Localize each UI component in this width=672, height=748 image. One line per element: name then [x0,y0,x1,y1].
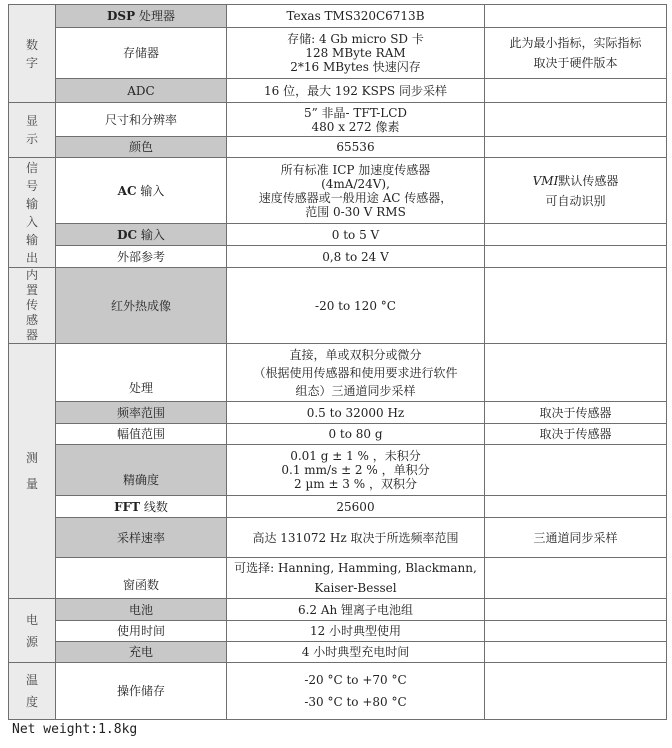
note-storage [485,28,667,79]
note-line: 可自动识别 [545,193,606,208]
table-row [9,158,667,224]
note-ext [485,246,667,268]
category-char: 输 [25,196,38,211]
value-freq: 0.5 to 32000 Hz [227,402,485,424]
item-label: 线数 [143,499,168,514]
item-freq: 频率范围 [56,402,227,424]
note-dsp [485,5,667,28]
table-row [9,79,667,103]
table-row [9,663,667,720]
item-ac [56,158,227,224]
value-ext: 0,8 to 24 V [227,246,485,268]
value-line: 0.1 mm/s ± 2 % ，单积分 [281,463,430,477]
note-charge [485,642,667,663]
category-char: 数 [25,37,38,52]
value-rate: 高达 131072 Hz 取决于所选频率范围 [227,518,485,558]
table-row [9,424,667,445]
value-amp: 0 to 80 g [227,424,485,445]
spec-table [8,4,667,720]
item-dsp [56,5,227,28]
value-charge: 4 小时典型充电时间 [227,642,485,663]
item-acc [56,445,227,496]
category-char: 量 [25,477,38,491]
item-label: 输入 [140,227,165,242]
category-char: 号 [25,178,38,193]
category-temp [9,663,56,720]
item-dc [56,224,227,246]
value-fft: 25600 [227,496,485,518]
value-line: 可选择: Hanning, Hamming, Blackmann, [234,561,477,575]
item-amp: 幅值范围 [56,424,227,445]
note-text: 默认传感器 [558,173,619,188]
item-optemp: 操作储存 [56,663,227,720]
value-usetime: 12 小时典型使用 [227,621,485,642]
table-row [9,558,667,599]
category-char: 感 [25,313,38,327]
note-ac [485,158,667,224]
category-char: 入 [25,214,38,229]
note-adc [485,79,667,103]
table-row [9,268,667,344]
item-battery: 电池 [56,599,227,621]
value-line: -30 °C to +80 °C [304,695,407,709]
value-line: 组态）三通道同步采样 [295,383,416,398]
item-label: 处理器 [138,9,175,23]
note-proc [485,344,667,402]
value-line: 2 µm ± 3 % ，双积分 [294,477,417,491]
category-char: 输 [25,232,38,247]
value-line: 存储: 4 Gb micro SD 卡 [287,32,424,46]
table-row [9,224,667,246]
item-rate: 采样速率 [56,518,227,558]
table-row [9,518,667,558]
value-line: 速度传感器或一般用途 AC 传感器， [258,190,453,205]
category-char: 信 [25,160,38,175]
table-row [9,621,667,642]
item-label: 处理 [128,381,153,395]
item-usetime: 使用时间 [56,621,227,642]
table-row [9,344,667,402]
note-line [489,171,662,191]
category-char: 度 [25,695,38,709]
table-row [9,103,667,137]
category-display [9,103,56,158]
table-row [9,599,667,621]
category-builtin [9,268,56,344]
value-ir: -20 to 120 °C [227,268,485,344]
note-line: 取决于硬件版本 [533,56,618,70]
note-fft [485,496,667,518]
item-size: 尺寸和分辨率 [56,103,227,137]
value-acc [227,445,485,496]
table-row [9,402,667,424]
note-line: 此为最小指标，实际指标 [509,36,642,50]
note-color [485,137,667,158]
note-acc [485,445,667,496]
note-freq: 取决于传感器 [485,402,667,424]
note-optemp [485,663,667,720]
value-optemp [227,663,485,720]
value-battery: 6.2 Ah 锂离子电池组 [227,599,485,621]
note-battery [485,599,667,621]
note-amp: 取决于传感器 [485,424,667,445]
note-dc [485,224,667,246]
category-measure [9,344,56,599]
item-bold: DSP [107,9,136,23]
item-proc [56,344,227,402]
table-row [9,642,667,663]
net-weight: Net weight:1.8kg [12,722,138,737]
value-line: 0.01 g ± 1 % ，未积分 [290,449,421,463]
value-dc: 0 to 5 V [227,224,485,246]
value-storage [227,28,485,79]
value-line: 128 MByte RAM [305,46,406,60]
category-char: 源 [25,634,38,649]
value-line: -20 °C to +70 °C [304,673,407,687]
item-storage: 存储器 [56,28,227,79]
value-line: 范围 0-30 V RMS [305,204,406,219]
note-italic: VMI [532,173,559,188]
note-size [485,103,667,137]
note-win [485,558,667,599]
category-char: 出 [25,250,38,265]
category-signal [9,158,56,268]
value-adc: 16 位，最大 192 KSPS 同步采样 [227,79,485,103]
category-char: 电 [25,612,38,627]
category-char: 传 [25,298,38,312]
table-row [9,246,667,268]
item-bold: AC [117,183,137,198]
value-win [227,558,485,599]
category-char: 置 [25,283,38,297]
value-size [227,103,485,137]
item-ext: 外部参考 [56,246,227,268]
table-row [9,137,667,158]
category-char: 显 [25,114,38,128]
value-line: 5” 非晶- TFT-LCD [303,105,408,120]
item-label: 输入 [140,183,165,198]
category-char: 内 [25,268,38,282]
value-color: 65536 [227,137,485,158]
category-char: 字 [25,55,38,70]
value-line: 所有标准 ICP 加速度传感器 [280,162,431,177]
category-char: 测 [25,451,38,465]
category-char: 示 [25,132,38,146]
value-ac [227,158,485,224]
item-fft [56,496,227,518]
item-win [56,558,227,599]
item-bold: DC [117,227,138,242]
item-ir: 红外热成像 [56,268,227,344]
value-line: 直接，单或双积分或微分 [289,347,422,362]
item-label: 窗函数 [122,578,159,592]
table-row [9,496,667,518]
table-row [9,28,667,79]
value-line: (4mA/24V), [321,176,390,191]
value-line: 2*16 MBytes 快速闪存 [290,60,421,74]
item-bold: FFT [114,499,141,514]
note-ir [485,268,667,344]
item-label: 精确度 [122,473,159,487]
category-char: 温 [25,673,38,687]
item-adc: ADC [56,79,227,103]
value-proc [227,344,485,402]
note-usetime [485,621,667,642]
table-row [9,445,667,496]
value-dsp: Texas TMS320C6713B [227,5,485,28]
category-digital [9,5,56,103]
item-color: 颜色 [56,137,227,158]
table-row [9,5,667,28]
note-rate: 三通道同步采样 [485,518,667,558]
value-line: Kaiser-Bessel [314,581,397,595]
value-line: 480 x 272 像素 [311,119,400,134]
category-power [9,599,56,663]
item-charge: 充电 [56,642,227,663]
value-line: （根据使用传感器和使用要求进行软件 [253,365,458,380]
category-char: 器 [25,328,38,342]
